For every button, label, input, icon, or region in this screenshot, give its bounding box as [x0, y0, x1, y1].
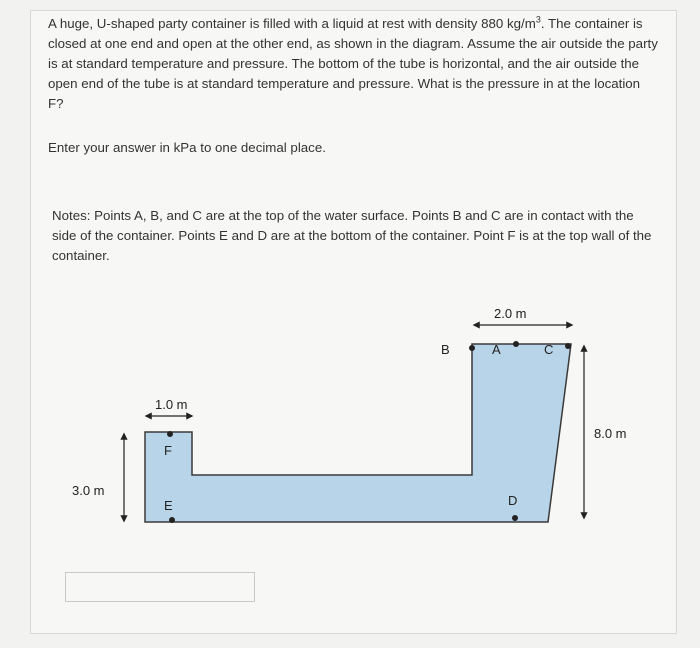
point-e-dot — [169, 517, 175, 523]
notes-text: Notes: Points A, B, and C are at the top of the water surface. Points B and C are in contact with the side of the container. Points E and D are at the bottom of the container. Point F is at the top wall of the container. — [52, 208, 652, 263]
point-c-label: C — [544, 342, 554, 357]
point-e-label: E — [164, 498, 173, 513]
answer-instruction: Enter your answer in kPa to one decimal place. — [48, 140, 326, 155]
point-a-label: A — [492, 342, 501, 357]
point-d-label: D — [508, 493, 518, 508]
dim-top-width-label: 2.0 m — [494, 306, 527, 321]
point-d-dot — [512, 515, 518, 521]
point-b-label: B — [441, 342, 450, 357]
question-text-part2: . The container is closed at one end and open at the other end, as shown in the diagram. Assume the air outside the party is at standard temperature and pressure. The bottom of the tube is horizontal, and the air outside the open end of the tube is at standard temperature and pressure. What is the pressure in at the location F? — [48, 16, 658, 111]
density-exponent: 3 — [535, 14, 541, 25]
point-a-dot — [513, 341, 519, 347]
answer-input[interactable] — [65, 572, 255, 602]
dim-right-height-label: 8.0 m — [594, 426, 627, 441]
point-f-dot — [167, 431, 173, 437]
question-text-part1: A huge, U-shaped party container is filled with a liquid at rest with density 880 kg/m — [48, 16, 536, 31]
point-c-dot — [565, 343, 571, 349]
point-b-dot — [469, 345, 475, 351]
dim-left-width-label: 1.0 m — [155, 397, 188, 412]
dim-left-height-label: 3.0 m — [72, 483, 105, 498]
point-f-label: F — [164, 443, 172, 458]
